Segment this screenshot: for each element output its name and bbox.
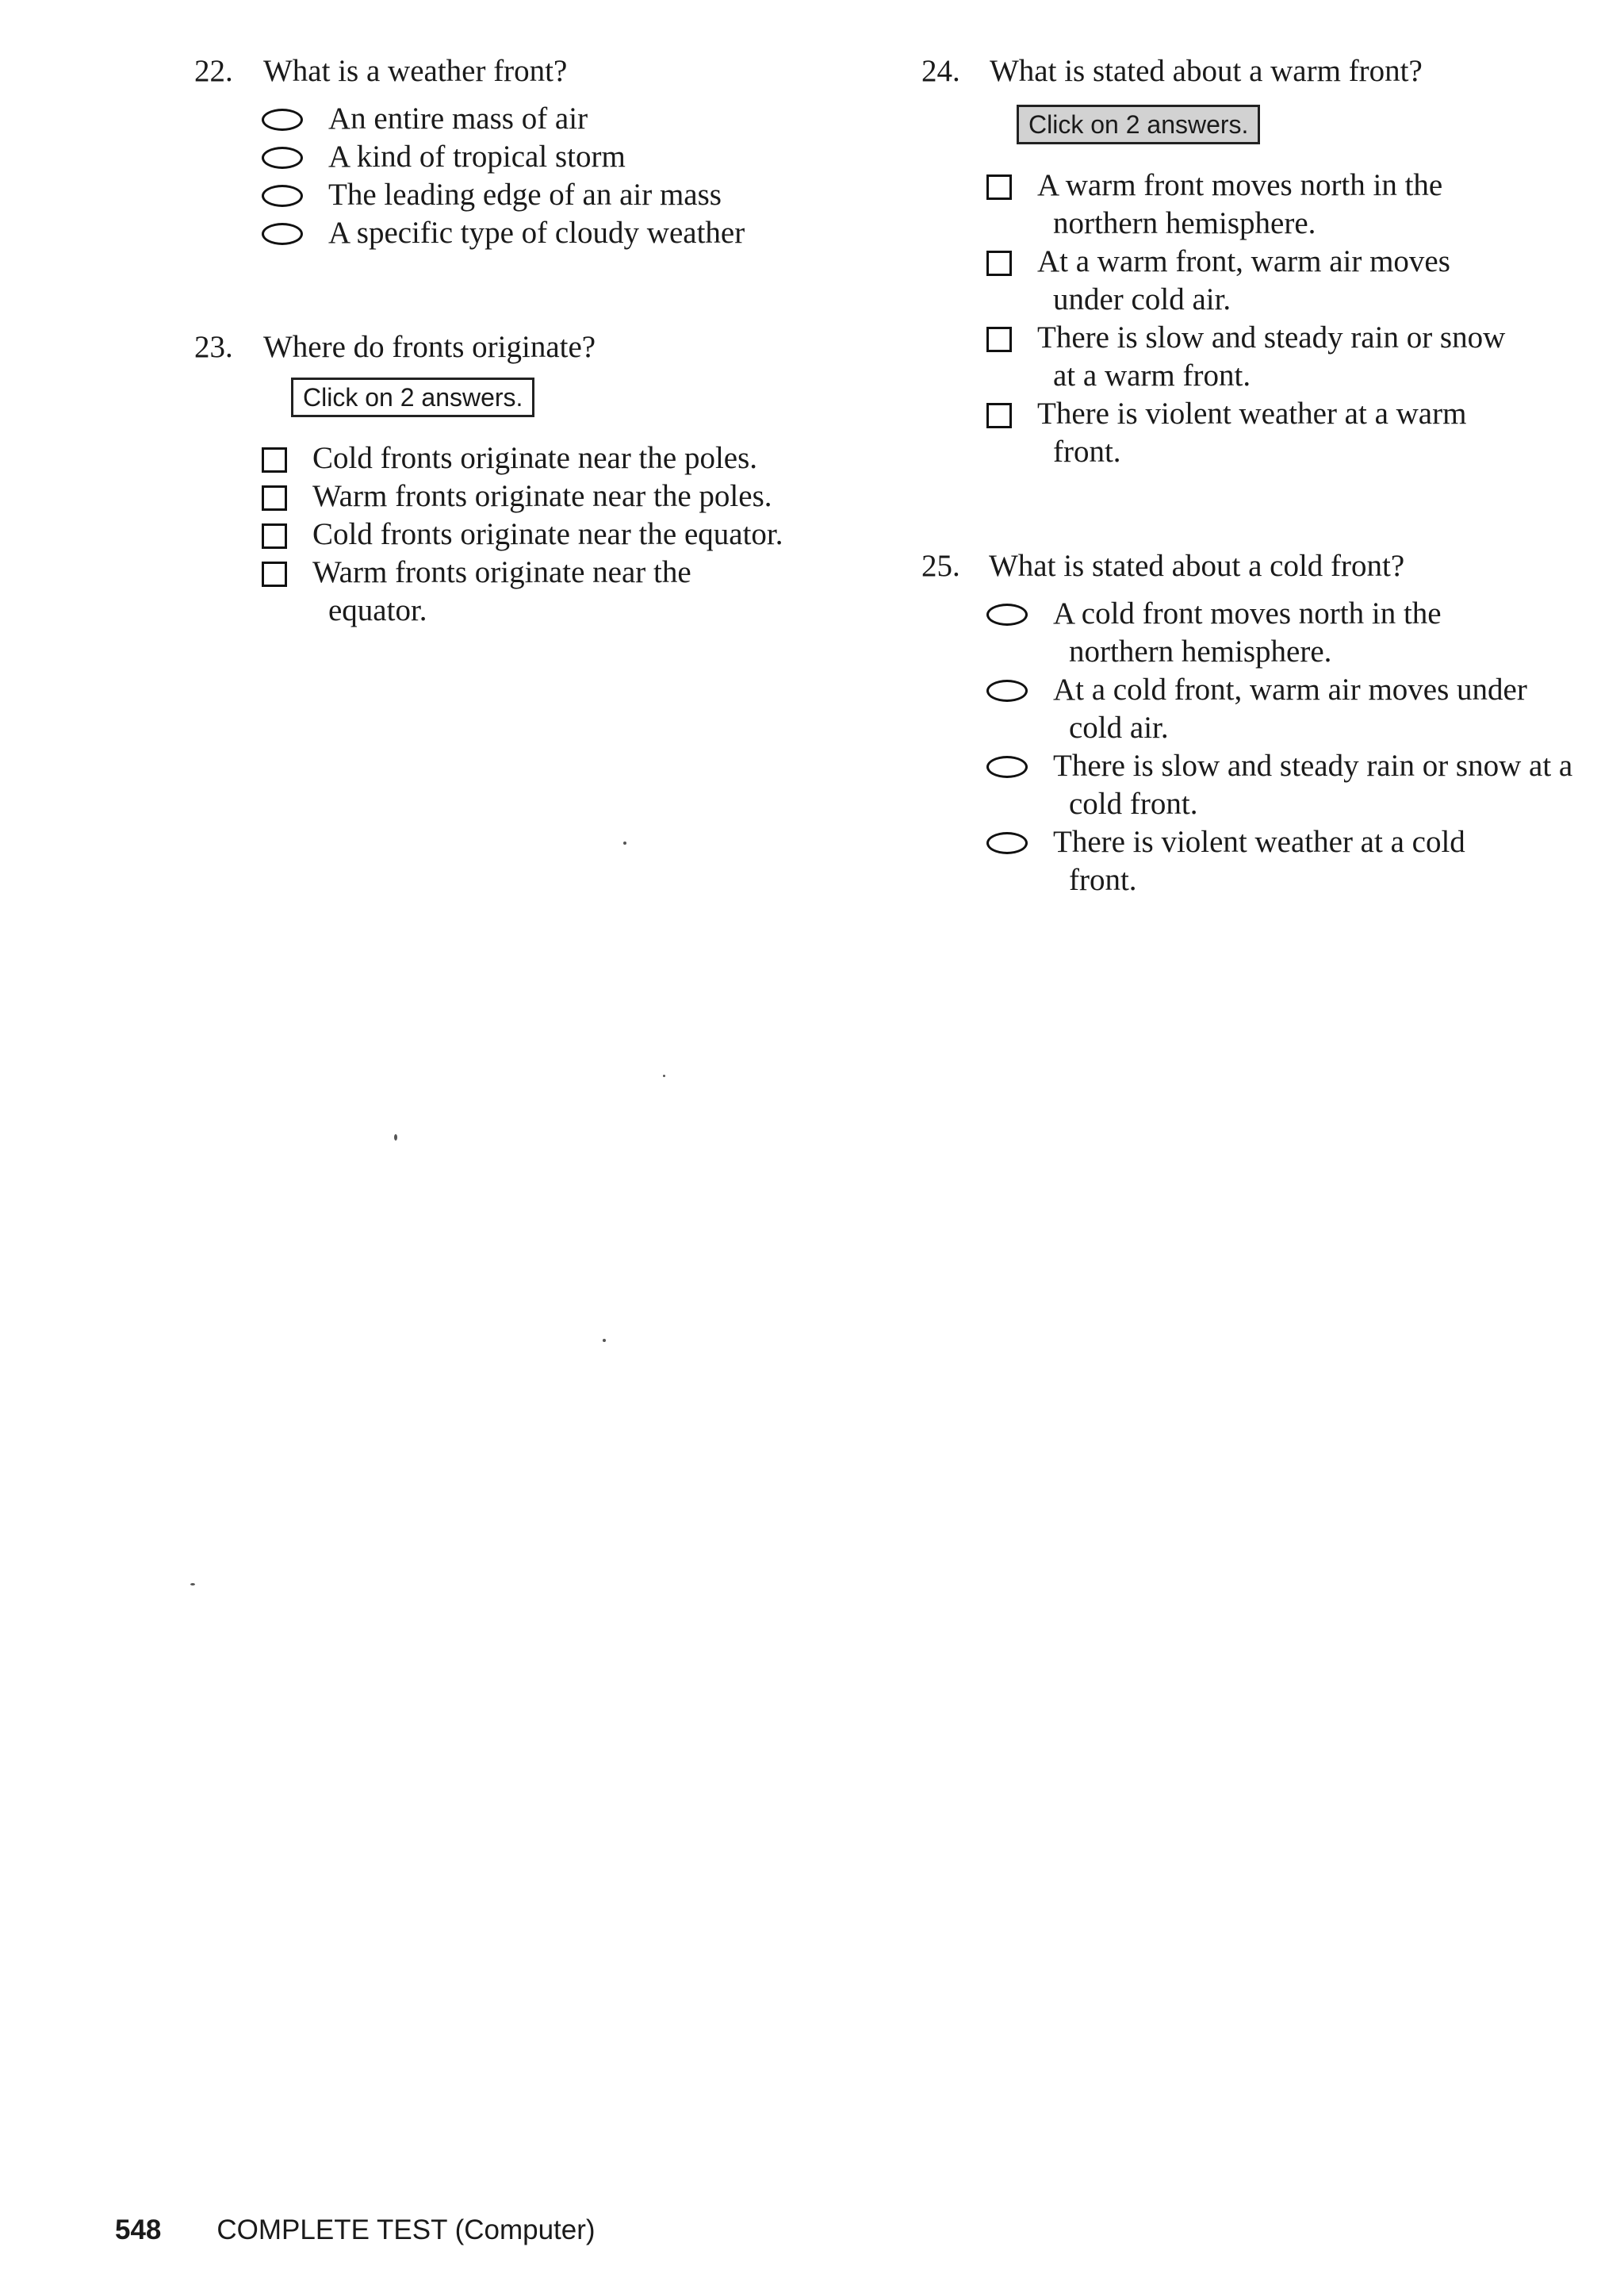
answer-option-text: Warm fronts originate near the poles. — [312, 479, 772, 513]
question-24 — [921, 52, 1580, 469]
answer-option-text: A kind of tropical storm — [328, 140, 626, 174]
answer-option-a[interactable] — [986, 167, 1510, 243]
answer-option-b[interactable] — [262, 477, 817, 516]
answer-option-text: A warm front moves north in the northern hemisphere. — [1037, 168, 1443, 240]
question-number: 22. — [194, 54, 233, 88]
scan-speck — [623, 842, 626, 845]
answer-option-d[interactable] — [262, 214, 801, 252]
oval-radio-icon[interactable] — [986, 832, 1028, 854]
answer-option-b[interactable] — [262, 138, 801, 176]
oval-radio-icon[interactable] — [986, 604, 1028, 626]
question-text: Where do fronts originate? — [263, 330, 596, 364]
question-23-header — [194, 328, 813, 366]
answer-option-c[interactable] — [262, 516, 817, 554]
answer-option-d[interactable] — [986, 395, 1510, 471]
scan-speck — [663, 1075, 665, 1077]
answer-option-text: The leading edge of an air mass — [328, 178, 722, 212]
answer-options — [262, 100, 801, 252]
answer-option-b[interactable] — [986, 671, 1576, 747]
answer-option-a[interactable] — [262, 439, 817, 477]
oval-radio-icon[interactable] — [986, 756, 1028, 778]
oval-radio-icon[interactable] — [262, 109, 303, 131]
oval-radio-icon[interactable] — [262, 223, 303, 245]
question-24-header — [921, 52, 1580, 90]
instruction-box: Click on 2 answers. — [1017, 105, 1260, 144]
square-checkbox-icon[interactable] — [986, 327, 1012, 352]
square-checkbox-icon[interactable] — [262, 562, 287, 587]
answer-option-text: There is violent weather at a cold front. — [1053, 825, 1465, 897]
scan-speck — [394, 1134, 397, 1141]
oval-radio-icon[interactable] — [262, 185, 303, 207]
answer-options — [262, 439, 817, 630]
question-text: What is stated about a cold front? — [989, 549, 1405, 583]
answer-option-text: Warm fronts originate near the equator. — [312, 555, 691, 627]
answer-option-text: A specific type of cloudy weather — [328, 216, 745, 250]
scan-speck — [603, 1339, 606, 1342]
answer-options — [986, 595, 1573, 899]
square-checkbox-icon[interactable] — [262, 485, 287, 511]
question-25-header — [921, 547, 1595, 585]
answer-option-text: There is slow and steady rain or snow at a warm front. — [1037, 320, 1506, 393]
oval-radio-icon[interactable] — [262, 147, 303, 169]
square-checkbox-icon[interactable] — [262, 447, 287, 473]
square-checkbox-icon[interactable] — [986, 403, 1012, 428]
answer-option-text: At a warm front, warm air moves under cold air. — [1037, 244, 1450, 316]
answer-option-c[interactable] — [262, 176, 801, 214]
question-25 — [921, 547, 1595, 897]
question-number: 23. — [194, 330, 233, 364]
answer-option-text: A cold front moves north in the northern hemisphere. — [1053, 596, 1442, 669]
square-checkbox-icon[interactable] — [986, 251, 1012, 276]
answer-option-text: At a cold front, warm air moves under cold air. — [1053, 673, 1527, 745]
answer-option-d[interactable] — [986, 823, 1537, 899]
answer-option-text: There is violent weather at a warm front. — [1037, 397, 1467, 469]
question-number: 25. — [921, 549, 960, 583]
answer-option-c[interactable] — [986, 319, 1510, 395]
square-checkbox-icon[interactable] — [986, 174, 1012, 200]
answer-options — [986, 167, 1510, 471]
scan-speck — [190, 1583, 195, 1585]
page-footer — [115, 2213, 596, 2248]
answer-option-text: There is slow and steady rain or snow at a cold front. — [1053, 749, 1573, 821]
square-checkbox-icon[interactable] — [262, 523, 287, 549]
answer-option-d[interactable] — [262, 554, 693, 630]
answer-option-text: An entire mass of air — [328, 102, 588, 136]
section-title: COMPLETE TEST (Computer) — [216, 2214, 596, 2245]
oval-radio-icon[interactable] — [986, 680, 1028, 702]
answer-option-a[interactable] — [986, 595, 1529, 671]
answer-option-c[interactable] — [986, 747, 1576, 823]
answer-option-text: Cold fronts originate near the poles. — [312, 441, 758, 475]
question-text: What is a weather front? — [263, 54, 568, 88]
question-22 — [194, 52, 797, 250]
question-22-header — [194, 52, 797, 90]
question-number: 24. — [921, 54, 960, 88]
instruction-box: Click on 2 answers. — [291, 378, 534, 417]
answer-option-b[interactable] — [986, 243, 1510, 319]
answer-option-text: Cold fronts originate near the equator. — [312, 517, 783, 551]
answer-option-a[interactable] — [262, 100, 801, 138]
question-text: What is stated about a warm front? — [990, 54, 1423, 88]
question-23 — [194, 328, 813, 627]
page-number: 548 — [115, 2214, 162, 2245]
